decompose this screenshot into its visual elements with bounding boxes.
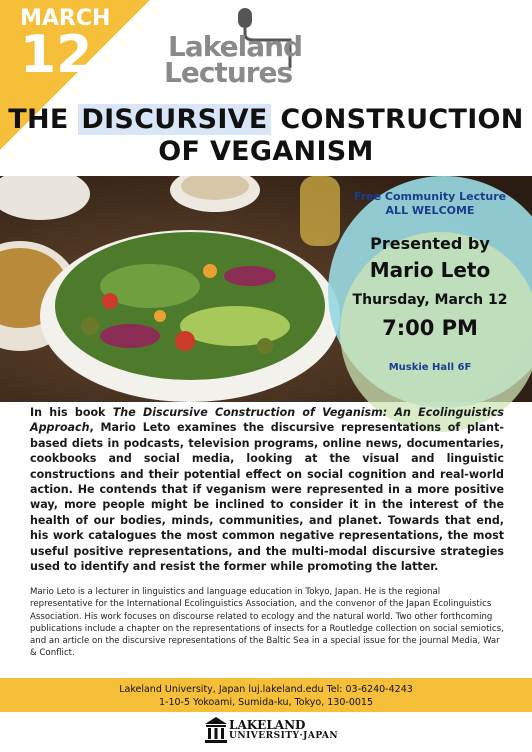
all-welcome-label: ALL WELCOME [385, 204, 475, 217]
abstract-body: , Mario Leto examines the discursive representations of plant-based diets in podcasts, television programs, online news, documentaries, cookbooks and social media, looking at the visual and linguistic constructions and their potential effect on social cognition and real-world action. He contends that if veganism were represented in a more positive way, more people might be inclined to consider it in the interest of the health of our bodies, minds, communities, and planet. Towards that end, his work catalogues the most common negative representations, the most useful positive representations, and the multi-modal discursive strategies used to identify and resist the former while promoting the latter. [30, 421, 504, 574]
event-venue: Muskie Hall 6F [388, 362, 472, 373]
title-line2: OF VEGANISM [158, 136, 374, 167]
event-time: 7:00 PM [382, 316, 478, 340]
date-day: 12 [20, 25, 93, 85]
lecture-abstract [30, 405, 504, 574]
university-subname: UNIVERSITY·JAPAN [229, 731, 339, 741]
footer-address: 1-10-5 Yokoami, Sumida-ku, Tokyo, 130-0015 [158, 697, 373, 708]
logo-text-line1: Lakeland [168, 30, 303, 63]
date-month: MARCH [20, 6, 111, 31]
lecture-title [0, 104, 532, 168]
free-lecture-label: Free Community Lecture [353, 190, 507, 203]
title-word-construction: CONSTRUCTION [280, 104, 524, 135]
book-title: The Discursive Construction of Veganism: An Ecolinguistics Approach [30, 406, 504, 435]
presented-by-label: Presented by [370, 234, 490, 253]
title-highlight: DISCURSIVE [78, 104, 270, 135]
university-building-icon [204, 716, 228, 744]
abstract-intro: In his book [30, 406, 106, 419]
event-date: Thursday, March 12 [352, 292, 508, 308]
title-word-the: THE [8, 104, 69, 135]
speaker-bio: Mario Leto is a lecturer in linguistics and language education in Tokyo, Japan. He is the regional representative for the International Ecolinguistics Association, and the convenor of the Japan Ecolinguistics Association. His work focuses on discourse related to ecology and the natural world. Two other forthcoming publications include a chapter on the representations of insects for a Routledge collection on social semiotics, and an article on the discursive representations of the Baltic Sea in a special issue for the journal Media, War & Conflict. [30, 587, 504, 659]
lakeland-lectures-logo [160, 8, 340, 88]
logo-text-line2: Lectures [164, 56, 293, 89]
university-name: LAKELAND [229, 718, 306, 732]
footer-contact: Lakeland University, Japan luj.lakeland.edu Tel: 03-6240-4243 [119, 684, 413, 695]
speaker-name: Mario Leto [369, 258, 491, 282]
